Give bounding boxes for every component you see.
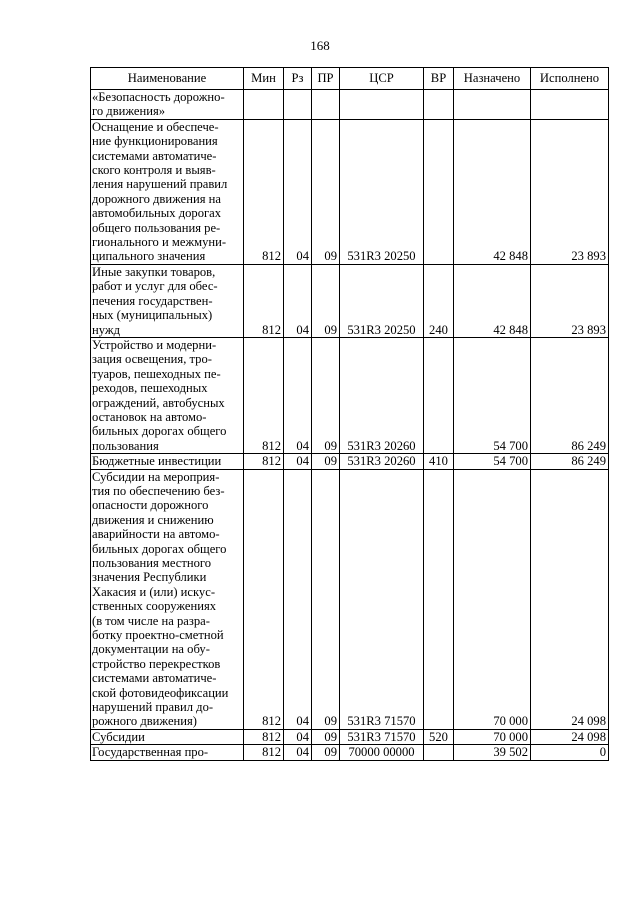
header-vr: ВР xyxy=(424,68,454,90)
row-rz: 04 xyxy=(284,337,312,453)
row-name: Иные закупки товаров, работ и услуг для обес- печения государствен- ных (муниципальных) нужд xyxy=(91,264,244,337)
table-row xyxy=(91,745,609,760)
row-pr: 09 xyxy=(312,454,340,469)
row-vr xyxy=(424,745,454,760)
row-executed: 23 893 xyxy=(531,119,609,264)
row-min: 812 xyxy=(244,337,284,453)
row-name: Устройство и модерни- зация освещения, тро- туаров, пешеходных пе- реходов, пешеходных ограждений, автобусных остановок на автомо- бильных дорогах общего пользования xyxy=(91,337,244,453)
table-row xyxy=(91,729,609,744)
row-csr: 531R3 71570 xyxy=(340,729,424,744)
row-csr: 531R3 20260 xyxy=(340,337,424,453)
table-row xyxy=(91,454,609,469)
row-vr xyxy=(424,119,454,264)
table-row xyxy=(91,469,609,729)
page-number: 168 xyxy=(310,38,330,53)
row-min: 812 xyxy=(244,729,284,744)
row-min: 812 xyxy=(244,119,284,264)
header-pr: ПР xyxy=(312,68,340,90)
row-pr: 09 xyxy=(312,745,340,760)
row-vr xyxy=(424,337,454,453)
header-rz: Рз xyxy=(284,68,312,90)
row-assigned: 39 502 xyxy=(454,745,531,760)
row-vr xyxy=(424,90,454,120)
row-assigned: 42 848 xyxy=(454,264,531,337)
row-name: Бюджетные инвестиции xyxy=(91,454,244,469)
row-executed: 86 249 xyxy=(531,337,609,453)
row-min xyxy=(244,90,284,120)
row-rz: 04 xyxy=(284,454,312,469)
row-rz: 04 xyxy=(284,119,312,264)
row-pr: 09 xyxy=(312,337,340,453)
row-pr xyxy=(312,90,340,120)
row-executed: 86 249 xyxy=(531,454,609,469)
row-pr: 09 xyxy=(312,729,340,744)
row-csr: 531R3 20250 xyxy=(340,264,424,337)
row-min: 812 xyxy=(244,264,284,337)
table-row xyxy=(91,119,609,264)
row-assigned xyxy=(454,90,531,120)
row-name: Субсидии на мероприя- тия по обеспечению без- опасности дорожного движения и снижению аварийности на автомо- бильных дорогах общего пользования местного значения Республики Хакасия и (или) искус- ственных сооружениях (в том числе на разра- ботку проектно-сметной документации на обу- стройство перекрестков системами автоматиче- ской фотовидеофиксации нарушений правил до- рожного движения) xyxy=(91,469,244,729)
row-assigned: 70 000 xyxy=(454,729,531,744)
header-min: Мин xyxy=(244,68,284,90)
table-row xyxy=(91,337,609,453)
row-name: Субсидии xyxy=(91,729,244,744)
row-name: Оснащение и обеспече- ние функционирования системами автоматиче- ского контроля и выяв- ления нарушений правил дорожного движения на автомобильных дорогах общего пользования ре- гионального и межмуни- ципального значения xyxy=(91,119,244,264)
row-assigned: 54 700 xyxy=(454,454,531,469)
row-pr: 09 xyxy=(312,119,340,264)
row-executed: 23 893 xyxy=(531,264,609,337)
header-assigned: Назначено xyxy=(454,68,531,90)
row-executed xyxy=(531,90,609,120)
table-row xyxy=(91,90,609,120)
row-vr xyxy=(424,469,454,729)
row-rz: 04 xyxy=(284,469,312,729)
row-csr: 531R3 20260 xyxy=(340,454,424,469)
row-csr: 531R3 20250 xyxy=(340,119,424,264)
row-rz: 04 xyxy=(284,729,312,744)
header-row xyxy=(91,68,609,90)
row-rz: 04 xyxy=(284,745,312,760)
header-executed: Исполнено xyxy=(531,68,609,90)
row-min: 812 xyxy=(244,454,284,469)
row-name: «Безопасность дорожно- го движения» xyxy=(91,90,244,120)
row-rz: 04 xyxy=(284,264,312,337)
row-csr xyxy=(340,90,424,120)
row-executed: 24 098 xyxy=(531,469,609,729)
row-min: 812 xyxy=(244,469,284,729)
row-vr: 240 xyxy=(424,264,454,337)
row-pr: 09 xyxy=(312,264,340,337)
header-csr: ЦСР xyxy=(340,68,424,90)
row-assigned: 70 000 xyxy=(454,469,531,729)
row-min: 812 xyxy=(244,745,284,760)
budget-table xyxy=(90,67,609,761)
row-vr: 410 xyxy=(424,454,454,469)
row-assigned: 54 700 xyxy=(454,337,531,453)
row-executed: 24 098 xyxy=(531,729,609,744)
row-csr: 70000 00000 xyxy=(340,745,424,760)
row-name: Государственная про- xyxy=(91,745,244,760)
row-rz xyxy=(284,90,312,120)
row-executed: 0 xyxy=(531,745,609,760)
row-csr: 531R3 71570 xyxy=(340,469,424,729)
row-pr: 09 xyxy=(312,469,340,729)
table-row xyxy=(91,264,609,337)
row-assigned: 42 848 xyxy=(454,119,531,264)
header-name: Наименование xyxy=(91,68,244,90)
row-vr: 520 xyxy=(424,729,454,744)
